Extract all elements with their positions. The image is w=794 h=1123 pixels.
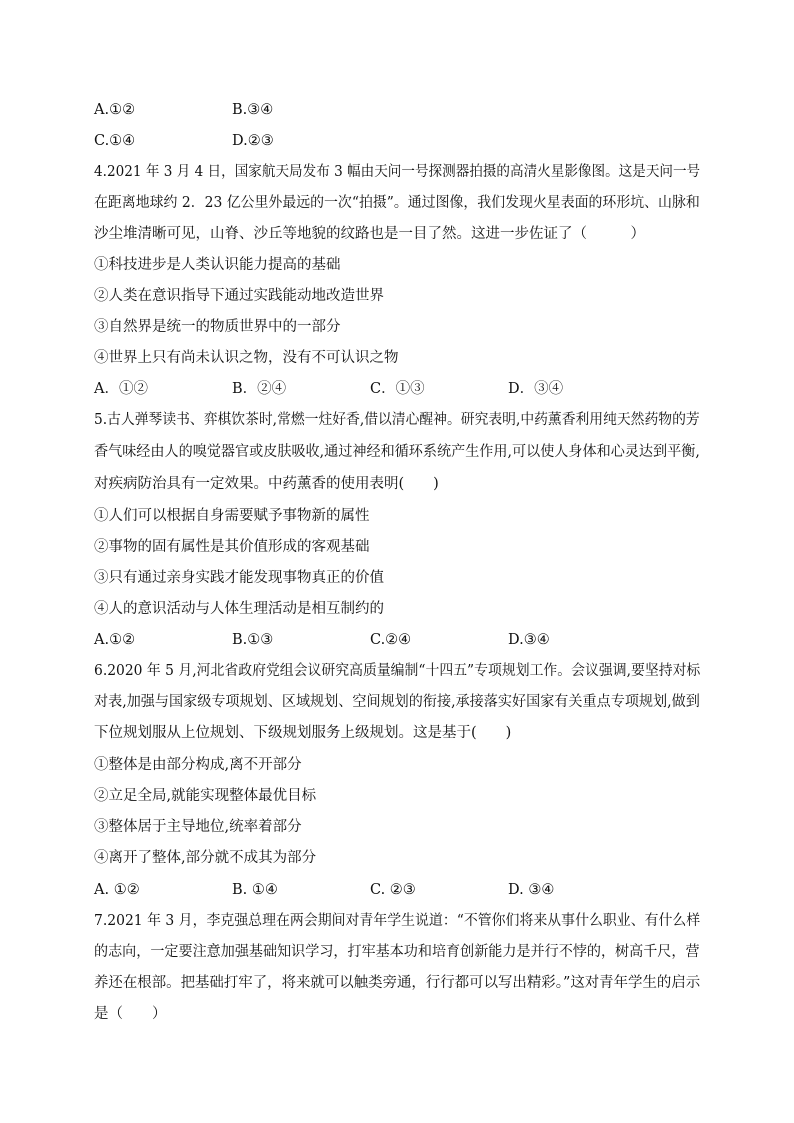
q4-stem-line-3: 沙尘堆清晰可见，山脊、沙丘等地貌的纹路也是一目了然。这进一步佐证了（ ） xyxy=(94,226,645,242)
q5-stem-line-1: 5.古人弹琴读书、弈棋饮茶时,常燃一炷好香,借以清心醒神。研究表明,中药薰香利用纯天然药物的芳 xyxy=(94,412,700,428)
q6-statement-3: ③整体居于主导地位,统率着部分 xyxy=(94,819,302,835)
q3-option-a: A.①② xyxy=(94,102,136,118)
q6-stem-line-1: 6.2020 年 5 月,河北省政府党组会议研究高质量编制“十四五”专项规划工作。会议强调,要坚持对标 xyxy=(94,663,701,679)
q5-options xyxy=(94,630,694,650)
q4-option-d: D．③④ xyxy=(508,381,564,397)
q5-option-d: D.③④ xyxy=(508,632,550,648)
q4-option-b: B．②④ xyxy=(232,381,287,397)
q7-stem-line-4: 是（ ） xyxy=(94,1006,167,1022)
q5-statement-4: ④人的意识活动与人体生理活动是相互制约的 xyxy=(94,601,384,617)
q5-option-c: C.②④ xyxy=(370,632,412,648)
q4-statement-2: ②人类在意识指导下通过实践能动地改造世界 xyxy=(94,288,384,304)
q3-option-c: C.①④ xyxy=(94,133,136,149)
q6-stem-line-2: 对表,加强与国家级专项规划、区域规划、空间规划的衔接,承接落实好国家有关重点专项规划,做到 xyxy=(94,694,700,710)
q4-option-a: A．①② xyxy=(94,381,148,397)
q6-options xyxy=(94,880,694,900)
q3-options-row-1 xyxy=(94,100,694,120)
q7-stem-line-2: 的志向，一定要注意加强基础知识学习，打牢基本功和培育创新能力是并行不悖的，树高千尺，营 xyxy=(94,944,700,960)
q6-statement-4: ④离开了整体,部分就不成其为部分 xyxy=(94,850,317,866)
q4-stem-line-1: 4.2021 年 3 月 4 日，国家航天局发布 3 幅由天问一号探测器拍摄的高清火星影像图。这是天问一号 xyxy=(94,164,701,180)
q6-option-a: A. ①② xyxy=(94,882,140,898)
q4-option-c: C．①③ xyxy=(370,381,425,397)
q6-stem-line-3: 下位规划服从上位规划、下级规划服务上级规划。这是基于( ) xyxy=(94,725,512,741)
q4-statement-4: ④世界上只有尚未认识之物，没有不可认识之物 xyxy=(94,350,399,366)
q6-statement-2: ②立足全局,就能实现整体最优目标 xyxy=(94,788,317,804)
q5-statement-2: ②事物的固有属性是其价值形成的客观基础 xyxy=(94,539,370,555)
q3-option-b: B.③④ xyxy=(232,102,274,118)
q5-option-a: A.①② xyxy=(94,632,136,648)
q5-stem-line-3: 对疾病防治具有一定效果。中药薰香的使用表明( ) xyxy=(94,476,439,492)
q4-options xyxy=(94,379,694,399)
q3-options-row-2 xyxy=(94,131,694,151)
q3-option-d: D.②③ xyxy=(232,133,274,149)
q6-option-c: C. ②③ xyxy=(370,882,416,898)
q7-stem-line-3: 养还在根部。把基础打牢了，将来就可以触类旁通，行行都可以写出精彩。”这对青年学生的启示 xyxy=(94,975,701,991)
q5-stem-line-2: 香气味经由人的嗅觉器官或皮肤吸收,通过神经和循环系统产生作用,可以使人身体和心灵达到平衡, xyxy=(94,444,700,460)
q6-statement-1: ①整体是由部分构成,离不开部分 xyxy=(94,757,302,773)
q7-stem-line-1: 7.2021 年 3 月，李克强总理在两会期间对青年学生说道：“不管你们将来从事什么职业、有什么样 xyxy=(94,913,701,929)
q5-statement-3: ③只有通过亲身实践才能发现事物真正的价值 xyxy=(94,570,384,586)
q4-stem-line-2: 在距离地球约 2．23 亿公里外最远的一次“拍摄”。通过图像，我们发现火星表面的环形坑、山脉和 xyxy=(94,195,700,211)
q4-statement-1: ①科技进步是人类认识能力提高的基础 xyxy=(94,257,341,273)
q4-statement-3: ③自然界是统一的物质世界中的一部分 xyxy=(94,319,341,335)
q6-option-d: D. ③④ xyxy=(508,882,555,898)
q6-option-b: B. ①④ xyxy=(232,882,278,898)
q5-statement-1: ①人们可以根据自身需要赋予事物新的属性 xyxy=(94,508,370,524)
q5-option-b: B.①③ xyxy=(232,632,274,648)
